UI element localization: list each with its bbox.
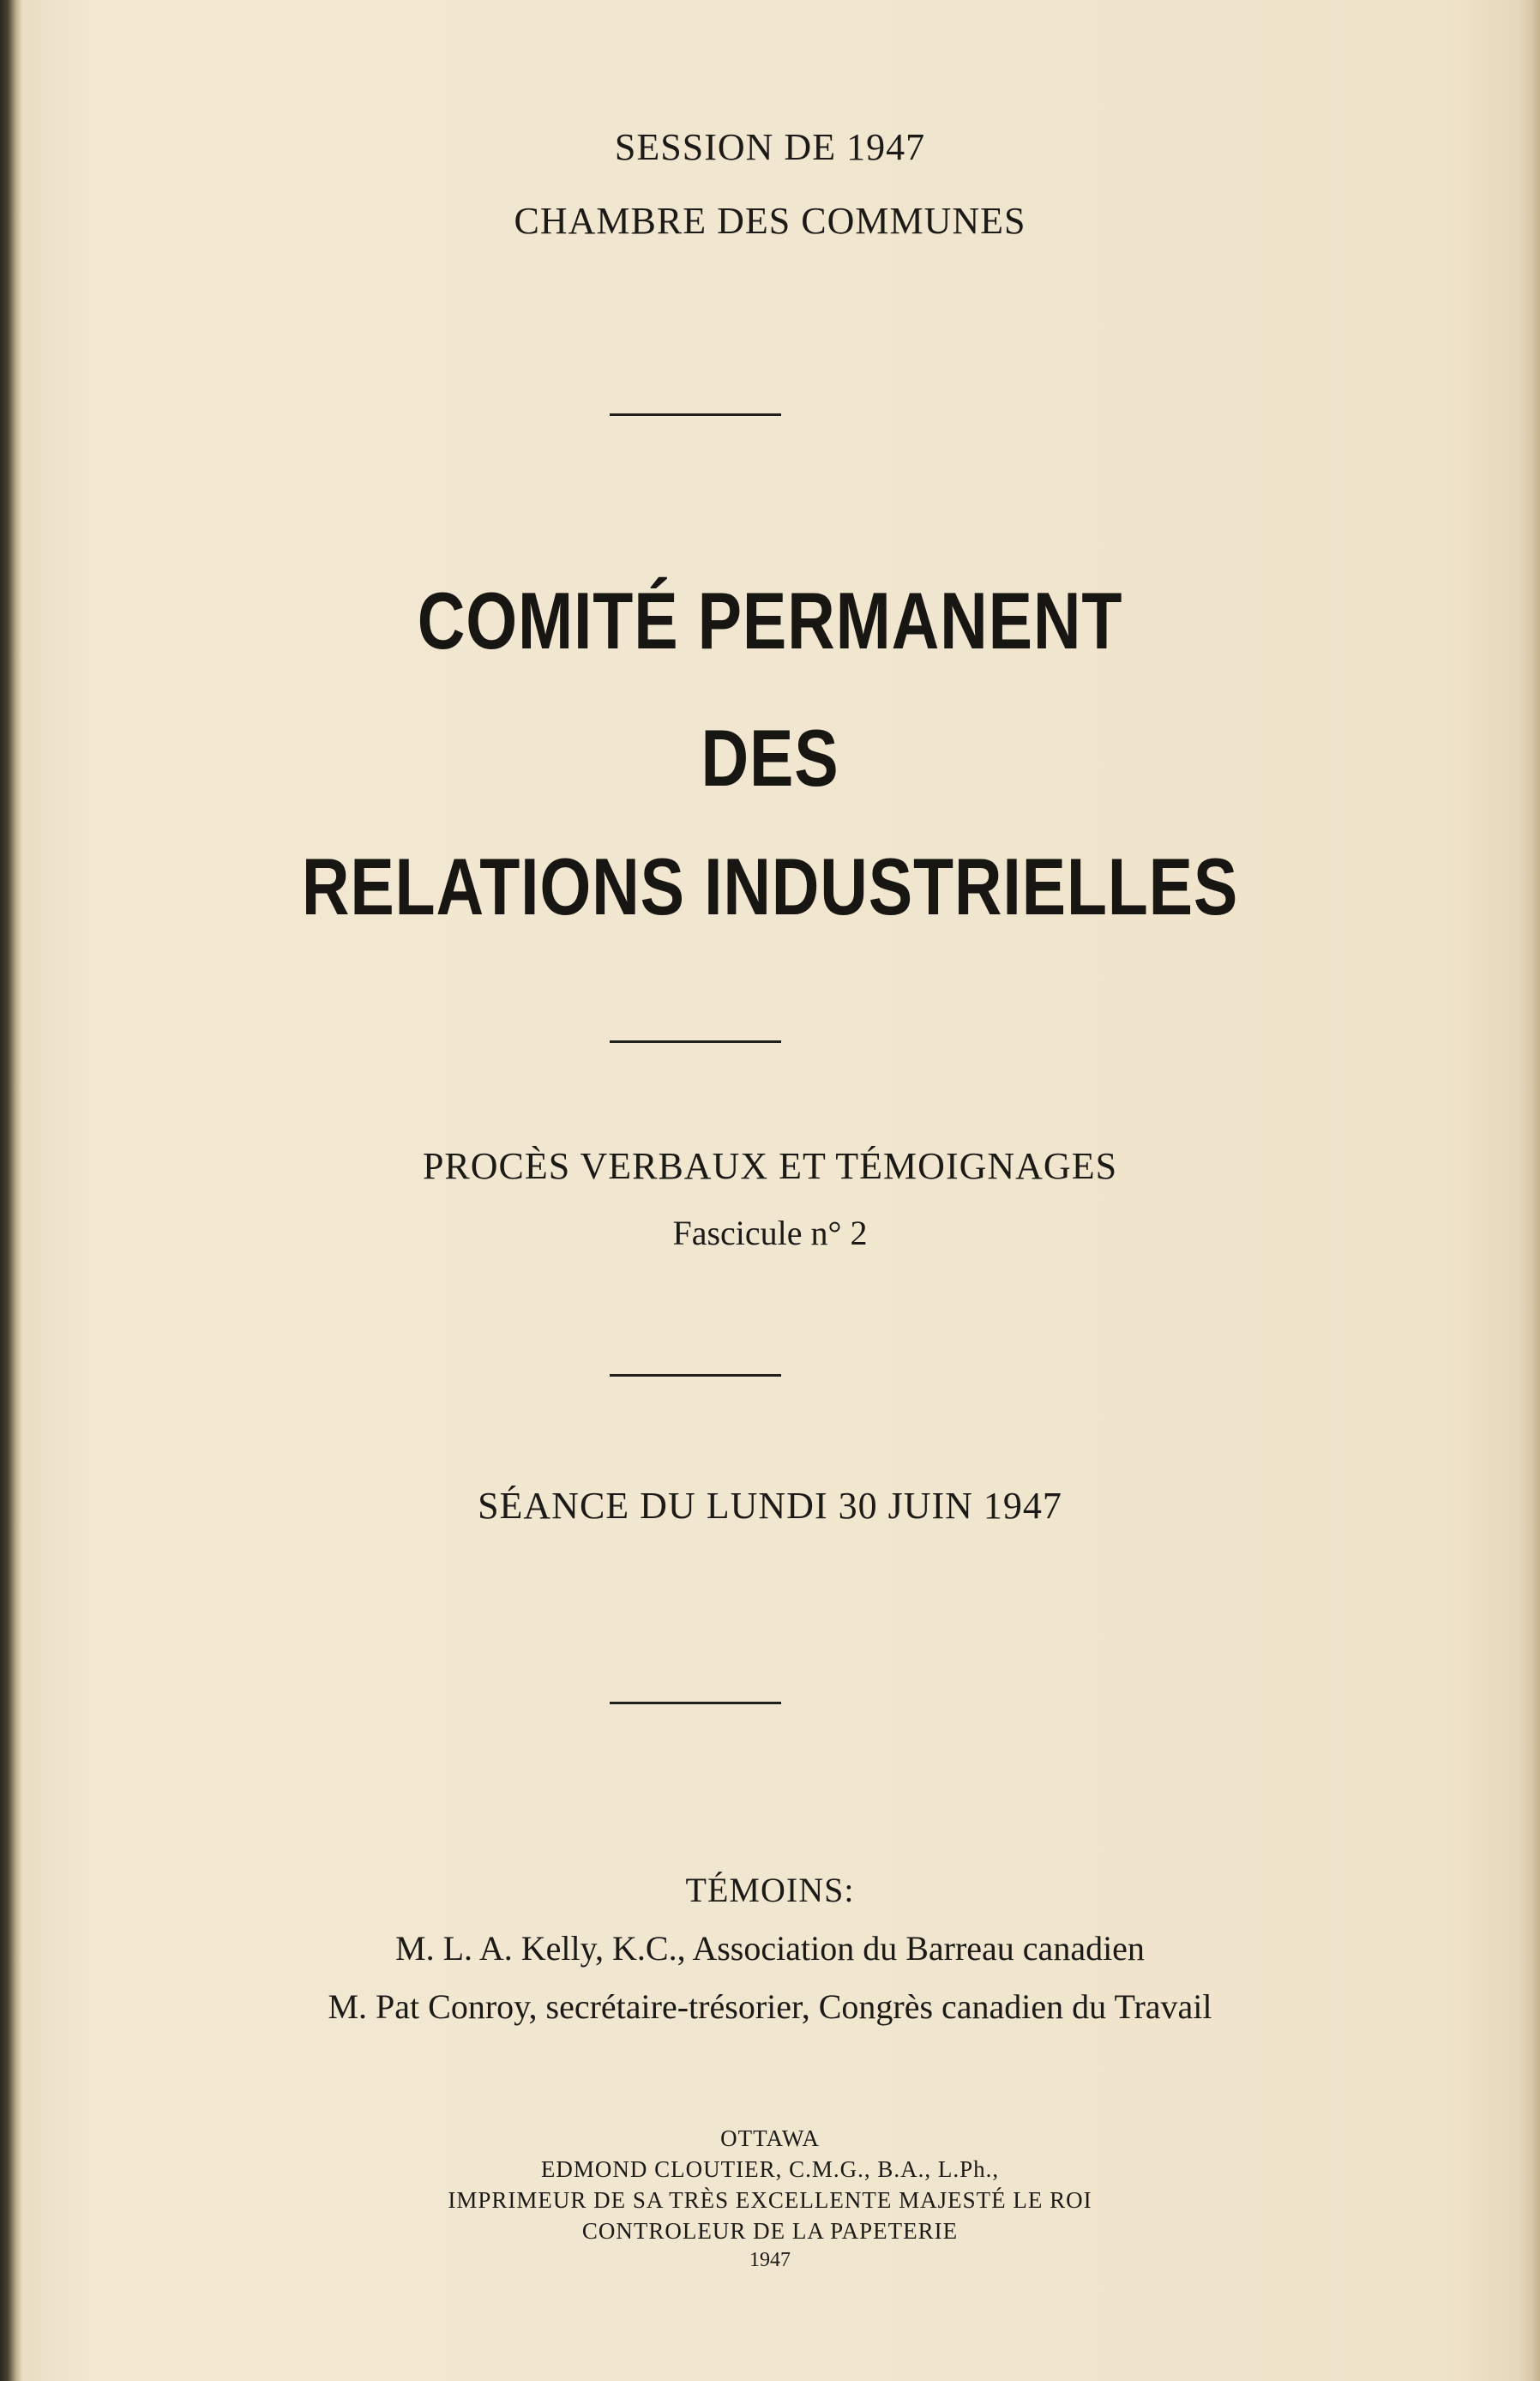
imprint-year: 1947 (749, 2249, 791, 2271)
imprint-title: IMPRIMEUR DE SA TRÈS EXCELLENTE MAJESTÉ LE ROI (448, 2187, 1092, 2213)
divider-rule-3 (610, 1374, 781, 1377)
committee-title-line-1: COMITÉ PERMANENT (417, 576, 1123, 666)
witness-item-1: M. L. A. Kelly, K.C., Association du Barreau canadien (395, 1929, 1145, 1968)
chamber-line: CHAMBRE DES COMMUNES (514, 200, 1026, 242)
divider-rule-2 (610, 1040, 781, 1043)
witnesses-heading: TÉMOINS: (685, 1871, 855, 1909)
sitting-date: SÉANCE DU LUNDI 30 JUIN 1947 (478, 1485, 1062, 1527)
divider-rule-4 (610, 1702, 781, 1704)
imprint-city: OTTAWA (720, 2125, 820, 2151)
fascicule-number: Fascicule n° 2 (672, 1214, 868, 1252)
session-line: SESSION DE 1947 (614, 126, 926, 168)
divider-rule-1 (610, 413, 781, 416)
proceedings-label: PROCÈS VERBAUX ET TÉMOIGNAGES (422, 1145, 1118, 1187)
imprint-printer: EDMOND CLOUTIER, C.M.G., B.A., L.Ph., (540, 2156, 1000, 2182)
committee-title-line-3: RELATIONS INDUSTRIELLES (301, 841, 1239, 931)
witness-item-2: M. Pat Conroy, secrétaire-trésorier, Congrès canadien du Travail (328, 1987, 1212, 2026)
committee-title-line-2: DES (701, 713, 839, 803)
imprint-role: CONTROLEUR DE LA PAPETERIE (581, 2218, 959, 2244)
